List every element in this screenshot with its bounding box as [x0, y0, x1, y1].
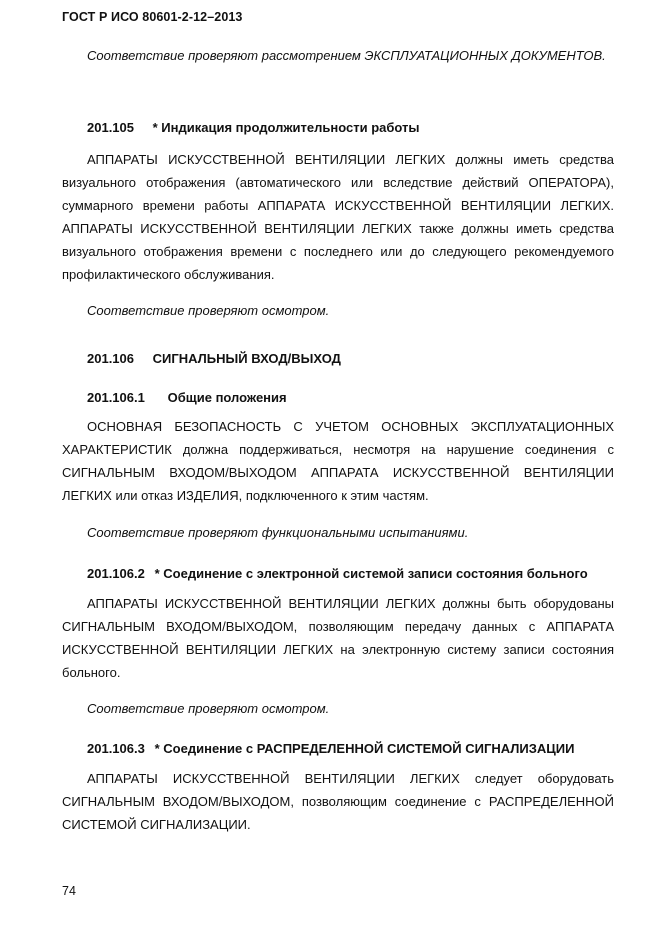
section-number: 201.106.3	[87, 741, 145, 756]
section-title: * Соединение с РАСПРЕДЕЛЕННОЙ СИСТЕМОЙ СИГНАЛИЗАЦИИ	[154, 741, 575, 756]
section-201-106-2-heading	[87, 566, 588, 581]
section-title: * Соединение с электронной системой записи состояния больного	[154, 566, 588, 581]
section-title: * Индикация продолжительности работы	[152, 120, 420, 135]
section-201-105-heading	[87, 120, 420, 135]
section-201-106-heading	[87, 351, 341, 366]
section-201-106-2-paragraph: АППАРАТЫ ИСКУССТВЕННОЙ ВЕНТИЛЯЦИИ ЛЕГКИХ должны быть оборудованы СИГНАЛЬНЫМ ВХОДОМ/ВЫХОДОМ, позволяющим передачу данных с АППАРАТА ИСКУССТВЕННОЙ ВЕНТИЛЯЦИИ ЛЕГКИХ на электронную систему записи состояния больного.	[62, 596, 614, 680]
page-number: 74	[62, 884, 76, 898]
section-201-106-1-compliance: Соответствие проверяют функциональными испытаниями.	[87, 525, 469, 540]
section-201-105-compliance: Соответствие проверяют осмотром.	[87, 303, 330, 318]
section-number: 201.105	[87, 120, 134, 135]
section-number: 201.106	[87, 351, 134, 366]
section-201-106-2-compliance: Соответствие проверяют осмотром.	[87, 701, 330, 716]
section-201-106-1-heading	[87, 390, 287, 405]
section-number: 201.106.2	[87, 566, 145, 581]
section-title: СИГНАЛЬНЫЙ ВХОД/ВЫХОД	[152, 351, 341, 366]
section-number: 201.106.1	[87, 390, 145, 405]
section-201-106-1-paragraph: ОСНОВНАЯ БЕЗОПАСНОСТЬ С УЧЕТОМ ОСНОВНЫХ ЭКСПЛУАТАЦИОННЫХ ХАРАКТЕРИСТИК должна поддерживаться, несмотря на нарушение соединения с СИГНАЛЬНЫМ ВХОДОМ/ВЫХОДОМ АППАРАТА ИСКУССТВЕННОЙ ВЕНТИЛЯЦИИ ЛЕГКИХ или отказ ИЗДЕЛИЯ, подключенного к этим частям.	[62, 419, 614, 503]
section-201-106-3-paragraph: АППАРАТЫ ИСКУССТВЕННОЙ ВЕНТИЛЯЦИИ ЛЕГКИХ следует оборудовать СИГНАЛЬНЫМ ВХОДОМ/ВЫХОДОМ, позволяющим соединение с РАСПРЕДЕЛЕННОЙ СИСТЕМОЙ СИГНАЛИЗАЦИИ.	[62, 771, 614, 832]
section-201-106-3-heading	[87, 741, 574, 756]
intro-compliance-paragraph: Соответствие проверяют рассмотрением ЭКСПЛУАТАЦИОННЫХ ДОКУМЕНТОВ.	[87, 48, 606, 63]
section-title: Общие положения	[167, 390, 287, 405]
document-header: ГОСТ Р ИСО 80601-2-12–2013	[62, 10, 243, 24]
section-201-105-paragraph: АППАРАТЫ ИСКУССТВЕННОЙ ВЕНТИЛЯЦИИ ЛЕГКИХ должны иметь средства визуального отображения (автоматического или вследствие действий ОПЕРАТОРА), суммарного времени работы АППАРАТА ИСКУССТВЕННОЙ ВЕНТИЛЯЦИИ ЛЕГКИХ. АППАРАТЫ ИСКУССТВЕННОЙ ВЕНТИЛЯЦИИ ЛЕГКИХ также должны иметь средства визуального отображения времени с последнего или до следующего рекомендуемого профилактического обслуживания.	[62, 152, 614, 282]
